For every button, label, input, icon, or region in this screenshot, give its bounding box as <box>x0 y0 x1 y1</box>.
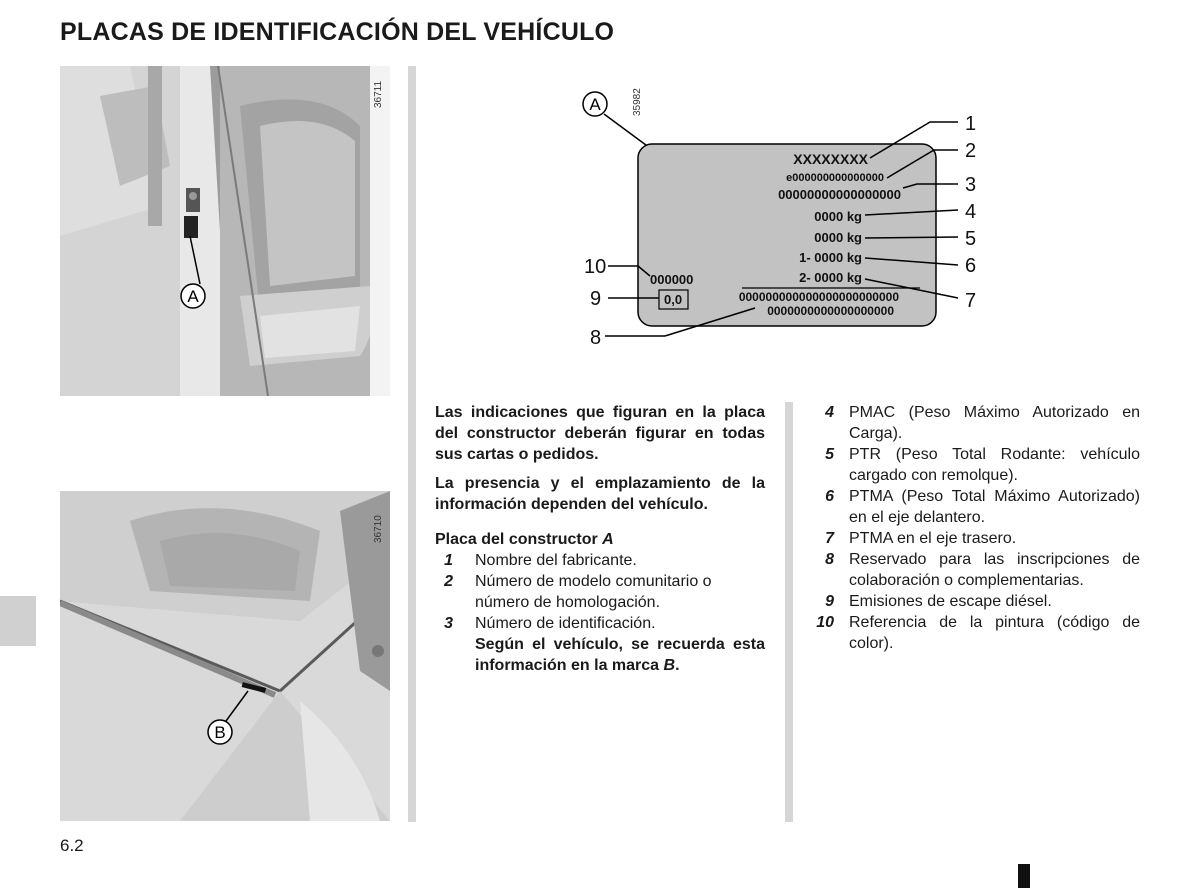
list-item <box>814 549 1140 591</box>
callout-6: 6 <box>965 255 977 277</box>
callout-2: 2 <box>965 140 977 162</box>
chapter-tab <box>0 596 36 646</box>
callout-5: 5 <box>965 228 977 250</box>
list-item <box>814 444 1140 486</box>
plate-line-9: 0,0 <box>664 292 683 307</box>
item-number: 8 <box>825 551 834 568</box>
item-number: 3 <box>444 615 453 632</box>
plate-label: A <box>589 95 601 114</box>
item-text: Reservado para las inscripciones de colaboración o complementarias. <box>849 551 1140 589</box>
note-text: Según el vehículo, se recuerda esta información en la marca <box>475 636 765 674</box>
plate-heading-letter: A <box>602 531 614 548</box>
left-text-column <box>435 402 765 676</box>
list-item <box>435 571 765 613</box>
photo-windshield <box>60 491 390 821</box>
callout-4: 4 <box>965 201 977 223</box>
item-number: 1 <box>444 552 453 569</box>
callout-7: 7 <box>965 290 977 312</box>
item-number: 7 <box>825 530 834 547</box>
list-item <box>814 402 1140 444</box>
item-text: PTMA en el eje trasero. <box>849 530 1017 547</box>
plate-heading <box>435 529 765 550</box>
item-text: Referencia de la pintura (código de color). <box>849 614 1140 652</box>
list-item <box>814 486 1140 528</box>
note-suffix: . <box>675 657 680 674</box>
plate-diagram <box>560 66 1000 356</box>
callout-10: 10 <box>584 256 607 278</box>
item-text: Número de modelo comunitario o número de homologación. <box>475 573 712 611</box>
item-text: PMAC (Peso Máximo Autorizado en Carga). <box>849 404 1140 442</box>
list-item <box>814 528 1140 549</box>
item-text: Nombre del fabricante. <box>475 552 637 569</box>
callout-3: 3 <box>965 174 977 196</box>
plate-items-list <box>435 550 765 634</box>
plate-line-4: 0000 kg <box>814 209 862 224</box>
plate-line-5: 0000 kg <box>814 230 862 245</box>
photo-door-pillar <box>60 66 390 396</box>
plate-line-7: 2- 0000 kg <box>799 270 862 285</box>
marking-b-note <box>435 634 765 676</box>
callout-8: 8 <box>590 327 602 349</box>
list-item <box>435 550 765 571</box>
item-number: 5 <box>825 446 834 463</box>
photo-code: 36711 <box>373 80 384 108</box>
callout-9: 9 <box>590 288 602 310</box>
plate-line-3: 00000000000000000 <box>778 187 901 202</box>
page-title: PLACAS DE IDENTIFICACIÓN DEL VEHÍCULO <box>60 18 615 46</box>
item-number: 9 <box>825 593 834 610</box>
plate-line-2: e000000000000000 <box>786 172 884 184</box>
photo-code: 36710 <box>373 515 384 543</box>
plate-line-6: 1- 0000 kg <box>799 250 862 265</box>
plate-line-8a: 000000000000000000000000 <box>738 290 899 304</box>
page-number: 6.2 <box>60 836 84 855</box>
plate-heading-text: Placa del constructor <box>435 531 603 548</box>
intro-paragraph-1: Las indicaciones que figuran en la placa del constructor deberán figurar en todas sus cartas o pedidos. <box>435 404 765 463</box>
intro-paragraph-2: La presencia y el emplazamiento de la información dependen del vehículo. <box>435 475 765 513</box>
item-text: Emisiones de escape diésel. <box>849 593 1052 610</box>
plate-line-8b: 0000000000000000000 <box>767 304 894 318</box>
item-number: 10 <box>816 614 834 631</box>
item-text: Número de identificación. <box>475 615 656 632</box>
list-item <box>814 612 1140 654</box>
item-text: PTR (Peso Total Rodante: vehículo cargado con remolque). <box>849 446 1140 484</box>
list-item <box>814 591 1140 612</box>
item-number: 2 <box>444 573 453 590</box>
item-text: PTMA (Peso Total Máximo Autorizado) en el eje delantero. <box>849 488 1140 526</box>
plate-a-label: A <box>187 287 199 306</box>
item-number: 4 <box>825 404 834 421</box>
vertical-rule <box>785 402 793 822</box>
page-corner-mark <box>1018 864 1030 888</box>
vertical-rule <box>408 66 416 822</box>
callout-1: 1 <box>965 113 977 135</box>
plate-b-label: B <box>214 723 226 742</box>
plate-line-10: 000000 <box>650 272 694 287</box>
plate-line-1: XXXXXXXX <box>793 151 868 167</box>
list-item <box>435 613 765 634</box>
note-letter: B <box>663 657 676 674</box>
plate-items-list <box>814 402 1140 654</box>
right-text-column <box>814 402 1140 654</box>
figure-code: 35982 <box>632 88 643 116</box>
item-number: 6 <box>825 488 834 505</box>
